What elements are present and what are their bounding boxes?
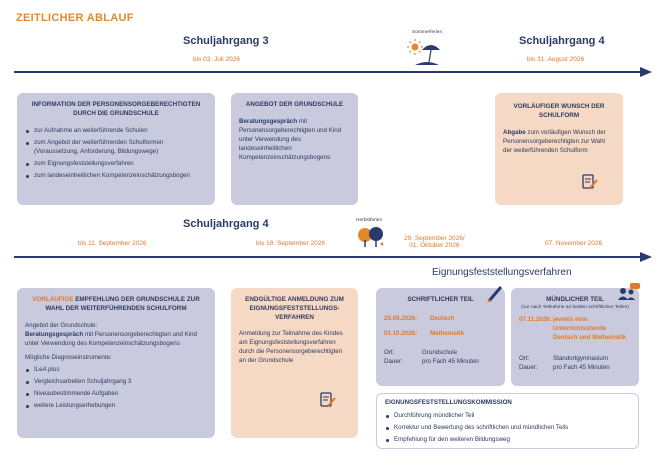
jahrgang-3-label: Schuljahrgang 3 xyxy=(183,35,269,47)
list-item: ILeA plus xyxy=(25,366,207,375)
list-item: weitere Leistungserhebungen xyxy=(25,402,207,411)
date-29-september: 29. September 2026/ 01. Oktober 2026 xyxy=(404,235,465,249)
pen-icon xyxy=(486,284,504,304)
kommission-heading: EIGNUNGSFESTSTELLUNGSKOMMISSION xyxy=(385,399,512,406)
beratung-bold: Beratungsgespräch xyxy=(239,117,298,125)
ort-value: Standortgymnasium xyxy=(553,354,609,362)
kommission-box xyxy=(376,393,639,449)
beratung-bold-2: Beratungsgespräch xyxy=(25,330,84,338)
info-box-heading: INFORMATION DER PERSONENSORGEBERECHTIGTEN DURCH DIE GRUNDSCHULE xyxy=(31,101,201,117)
timeline-arrow-top xyxy=(14,71,642,73)
list-item: Empfehlung für den weiteren Bildungsweg xyxy=(385,436,630,445)
muendlich-note: (nur nach Teilnahme an beiden schriftlichen Teilen) xyxy=(521,304,629,310)
date-muendlich: 07.11.2026: xyxy=(519,315,552,323)
empfehlung-box xyxy=(17,288,215,438)
muendlich-box xyxy=(511,288,639,386)
empfehlung-box-heading: VORLÄUFIGE EMPFEHLUNG DER GRUNDSCHULE ZUR WAHL DER WEITERFÜHRENDEN SCHULFORM xyxy=(32,296,200,312)
diagnose-list xyxy=(25,366,207,412)
date-07-november: 07. November 2026 xyxy=(545,240,603,247)
autumn-trees-icon xyxy=(356,226,386,248)
dauer-value: pro Fach 45 Minuten xyxy=(553,363,610,371)
dauer-value: pro Fach 45 Minuten xyxy=(422,357,479,365)
empfehlung-intro: Angebot der Grundschule: xyxy=(25,321,98,329)
subject-deutsch: Deutsch xyxy=(430,314,455,322)
dauer-label: Dauer: xyxy=(384,357,403,365)
angebot-box-heading: ANGEBOT DER GRUNDSCHULE xyxy=(245,101,344,108)
timeline-arrowhead-mid xyxy=(640,252,652,262)
kommission-list xyxy=(385,412,630,445)
document-pen-icon xyxy=(319,391,337,409)
herbstferien-label: Herbstferien xyxy=(356,218,383,223)
list-item: zum Eignungsfeststellungsverfahren xyxy=(25,160,207,169)
list-item: zum landeseinheitlichen Kompetenzeinschätzungsbogen xyxy=(25,172,207,181)
wunsch-box xyxy=(495,93,623,205)
angebot-text: mit Personensorgeberechtigten und Kind unter Verwendung des landeseinheitlichen Kompetenzeinschätzungsbogens xyxy=(239,117,342,161)
date-mathematik: 01.10.2026: xyxy=(384,329,418,337)
list-item: Korrektur und Bewertung des schriftlichen und mündlichen Teils xyxy=(385,424,630,433)
schriftlich-box xyxy=(376,288,505,386)
empfehlung-text: mit Personensorgeberechtigten und Kind unter Verwendung des Kompetenzeinschätzungsbogens xyxy=(25,330,197,347)
sun-umbrella-icon xyxy=(407,38,441,68)
wunsch-text: zum vorläufigen Wunsch der Personensorgeberechtigten zur Wahl der weiterführenden Schulform xyxy=(503,128,606,154)
anmeldung-box xyxy=(231,288,358,438)
dauer-label: Dauer: xyxy=(519,363,538,371)
page-title: ZEITLICHER ABLAUF xyxy=(16,12,134,24)
subject-muendlich: jeweils eine Unterrichtsstunde Deutsch und Mathematik xyxy=(553,315,627,341)
date-18-september: bis 18. September 2026 xyxy=(256,240,326,247)
diagnose-label: Mögliche Diagnoseinstrumente: xyxy=(25,353,112,361)
schriftlich-heading: SCHRIFTLICHER TEIL xyxy=(407,296,474,303)
verfahren-heading: Eignungsfeststellungsverfahren xyxy=(432,267,572,278)
wunsch-box-heading: VORLÄUFIGER WUNSCH DER SCHULFORM xyxy=(513,103,605,119)
date-31-august: bis 31. August 2026 xyxy=(527,56,585,63)
list-item: zur Aufnahme an weiterführende Schulen xyxy=(25,127,207,136)
angebot-box xyxy=(231,93,358,205)
jahrgang-4-label-top: Schuljahrgang 4 xyxy=(519,35,605,47)
ort-label: Ort: xyxy=(519,354,530,362)
abgabe-bold: Abgabe xyxy=(503,128,526,136)
list-item: zum Angebot der weiterführenden Schulformen (Voraussetzung, Anforderung, Bildungswege) xyxy=(25,139,207,157)
group-speech-icon xyxy=(617,282,641,300)
info-box xyxy=(17,93,215,205)
ort-label: Ort: xyxy=(384,348,395,356)
ort-value: Grundschule xyxy=(422,348,458,356)
anmeldung-box-heading: ENDGÜLTIGE ANMELDUNG ZUM EIGNUNGSFESTSTELLUNGS-VERFAHREN xyxy=(245,296,344,321)
subject-mathematik: Mathematik xyxy=(430,329,465,337)
muendlich-heading: MÜNDLICHER TEIL xyxy=(546,296,604,303)
anmeldung-text: Anmeldung zur Teilnahme des Kindes am Eignungsfeststellungsverfahren durch die Personensorgeberechtigten an der Grundschule xyxy=(239,330,343,365)
document-pen-icon xyxy=(581,173,599,191)
list-item: Niveaubestimmende Aufgaben xyxy=(25,390,207,399)
timeline-arrowhead-top xyxy=(640,67,652,77)
jahrgang-4-label-mid: Schuljahrgang 4 xyxy=(183,218,269,230)
date-11-september: bis 11. September 2026 xyxy=(78,240,147,247)
list-item: Durchführung mündlicher Teil xyxy=(385,412,630,421)
date-03-juli: bis 03. Juli 2026 xyxy=(193,56,240,63)
info-list xyxy=(25,127,207,181)
list-item: Vergleichsarbeiten Schuljahrgang 3 xyxy=(25,378,207,387)
sommerferien-label: Sommerferien xyxy=(412,30,443,35)
date-deutsch: 29.09.2026: xyxy=(384,314,418,322)
timeline-arrow-mid xyxy=(14,256,642,258)
